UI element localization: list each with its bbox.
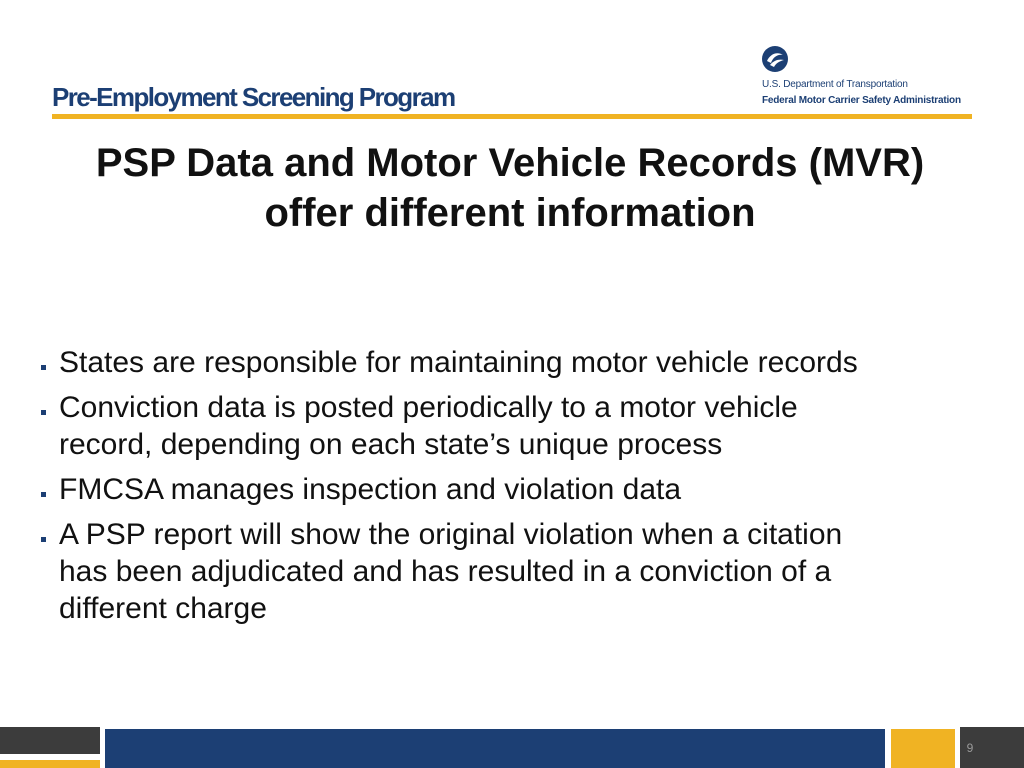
bullet-text: FMCSA manages inspection and violation data [59, 473, 682, 506]
slide-title-line-1: PSP Data and Motor Vehicle Records (MVR) [95, 141, 925, 185]
footer-navy-band [105, 729, 885, 768]
bullet-item [30, 471, 860, 508]
bullet-square-icon [41, 410, 46, 415]
dot-emblem-icon [762, 46, 788, 72]
dot-logo [762, 46, 974, 112]
bullet-list [30, 344, 860, 635]
footer-gold-block-right [891, 729, 955, 768]
logo-agency-text: Federal Motor Carrier Safety Administration [762, 95, 961, 106]
slide-title [20, 138, 1000, 238]
logo-department-text: U.S. Department of Transportation [762, 79, 908, 90]
footer-gold-block-left [0, 760, 100, 768]
bullet-item [30, 389, 860, 463]
slide-title-line-2: offer different information [264, 191, 756, 235]
bullet-text: Conviction data is posted periodically to a motor vehicle record, depending on each state’s unique process [59, 391, 798, 461]
bullet-item [30, 344, 860, 381]
bullet-item [30, 516, 860, 627]
bullet-square-icon [41, 365, 46, 370]
footer-bar [0, 727, 1024, 768]
bullet-text: A PSP report will show the original violation when a citation has been adjudicated and has resulted in a conviction of a different charge [59, 518, 843, 625]
bullet-square-icon [41, 492, 46, 497]
bullet-text: States are responsible for maintaining motor vehicle records [59, 346, 858, 379]
program-title: Pre-Employment Screening Program [52, 82, 455, 112]
bullet-square-icon [41, 537, 46, 542]
header-rule [52, 114, 972, 119]
footer-gray-block-left [0, 727, 100, 754]
page-number: 9 [966, 741, 974, 755]
